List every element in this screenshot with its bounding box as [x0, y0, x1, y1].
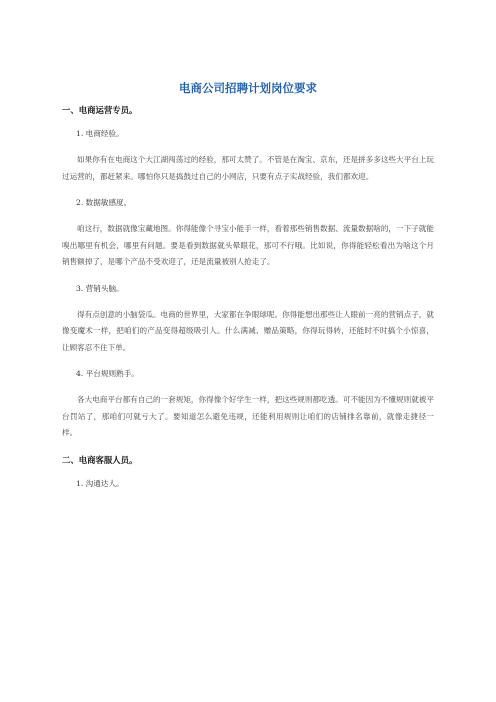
item-heading-communication: 1. 沟通达人。 — [76, 478, 124, 488]
document-title: 电商公司招聘计划岗位要求 — [179, 81, 317, 95]
paragraph-ecommerce-experience: 如果你有在电商这个大江湖闯荡过的经验，那可太赞了。不管是在淘宝、京东，还是拼多多这些大平台上玩过运营的，都赶紧来。哪怕你只是捣鼓过自己的小网店，只要有点子实战经验，我们都欢迎。 — [62, 155, 434, 181]
item-heading-ecommerce-experience: 1. 电商经验。 — [76, 129, 124, 138]
section-heading: 二、电商客服人员。 — [62, 454, 138, 465]
section-heading: 一、电商运营专员。 — [62, 105, 138, 115]
item-heading-data-sensitivity: 2. 数据敏感度。 — [76, 198, 132, 207]
document-page — [62, 80, 434, 502]
paragraph-data-sensitivity: 咱这行，数据就像宝藏地图。你得能像个寻宝小能手一样，看着那些销售数据、流量数据啥的，一下子就能嗅出哪里有机会，哪里有问题。要是看到数据就头晕眼花，那可不行哦。比如说，你得能轻松看出为啥这个月销售额掉了，是哪个产品不受欢迎了，还是流量被别人抢走了。 — [62, 224, 434, 266]
section-customer-service — [62, 454, 434, 490]
paragraph-marketing-mind: 得有点创意的小脑袋瓜。电商的世界里，大家都在争眼球呢。你得能想出那些让人眼前一亮的营销点子，就像变魔术一样，把咱们的产品变得超级吸引人。什么满减、赠品策略，你得玩得转，还能时不时搞个小惊喜，让顾客忍不住下单。 — [62, 309, 434, 352]
section-operations — [62, 104, 434, 442]
paragraph-platform-rules: 各大电商平台都有自己的一套规矩，你得像个好学生一样，把这些规则都吃透。可不能因为不懂规则就被平台罚站了，那咱们可就亏大了。要知道怎么避免违规，还能利用规则让咱们的店铺排名靠前，就像走捷径一样。 — [62, 395, 434, 437]
item-heading-platform-rules: 4. 平台规则熟手。 — [76, 369, 139, 378]
item-heading-marketing-mind: 3. 营销头脑。 — [76, 283, 124, 293]
